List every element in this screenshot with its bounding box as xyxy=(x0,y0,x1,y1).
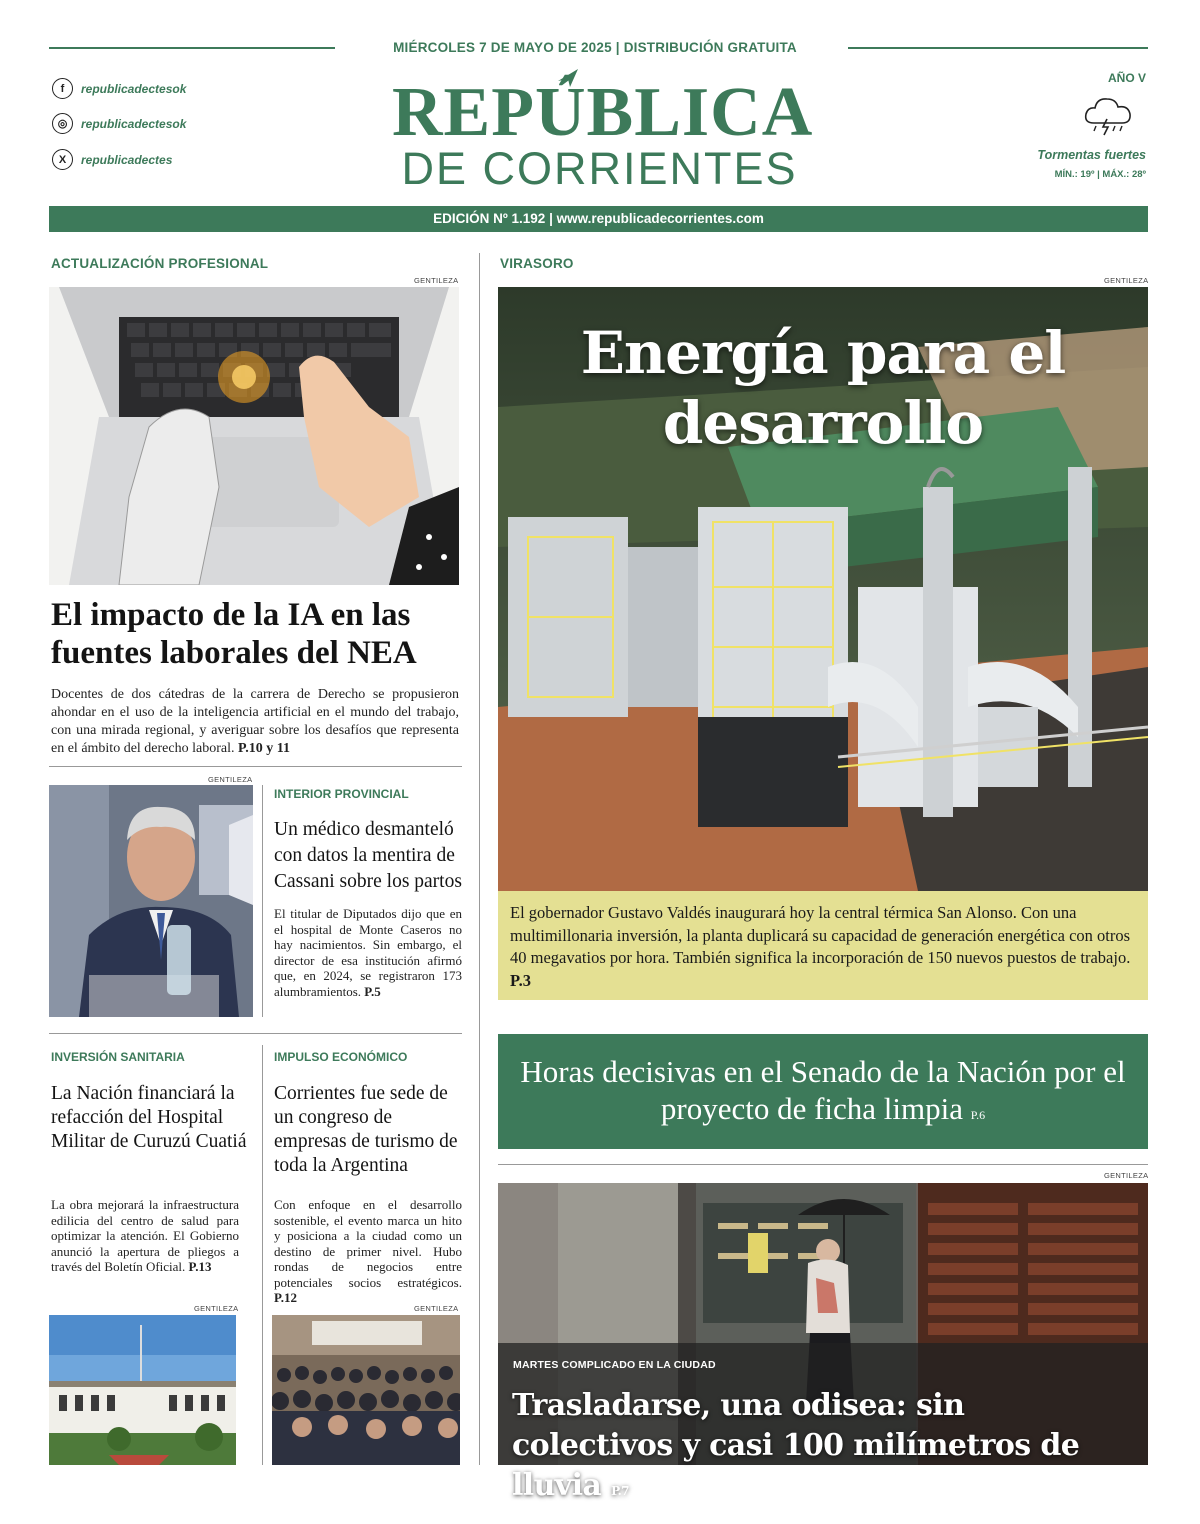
body-text: El titular de Diputados dijo que en el hospital de Monte Caseros no hay nacimientos. Sin embargo, el director de esa institución afirmó que, en 2024, se registraron 173 alumbramientos. xyxy=(274,906,462,999)
photo-credit: GENTILEZA xyxy=(1104,276,1149,285)
senado-banner[interactable] xyxy=(498,1034,1148,1149)
divider xyxy=(498,1164,1148,1165)
photo-credit: GENTILEZA xyxy=(1104,1171,1149,1180)
hospital-building-photo[interactable] xyxy=(49,1315,236,1465)
divider xyxy=(49,1033,462,1034)
article-body-energia xyxy=(498,891,1148,1000)
article-body-turismo xyxy=(274,1197,462,1306)
instagram-icon: ◎ xyxy=(52,113,73,134)
page-reference[interactable]: P.13 xyxy=(188,1259,212,1274)
article-body-medico xyxy=(274,906,462,999)
page-reference[interactable]: P.10 y 11 xyxy=(237,741,290,756)
politician-portrait-photo[interactable] xyxy=(49,785,253,1017)
logo-title[interactable]: REPÚBLICA xyxy=(392,74,814,151)
header-rule-right xyxy=(848,47,1148,49)
headline-ia[interactable]: El impacto de la IA en las fuentes laborales del NEA xyxy=(51,597,417,671)
headline-senado[interactable]: Horas decisivas en el Senado de la Nación por el proyecto de ficha limpia xyxy=(520,1054,1126,1126)
page-reference[interactable]: P.5 xyxy=(364,983,381,999)
social-handle: republicadectes xyxy=(81,152,173,167)
headline-lluvia[interactable]: Trasladarse, una odisea: sin colectivos y casi 100 milímetros de lluvia xyxy=(512,1388,1080,1503)
photo-credit: GENTILEZA xyxy=(414,1304,459,1313)
weather-temps: MÍN.: 19º | MÁX.: 28º xyxy=(1054,169,1146,180)
social-handle: republicadectesok xyxy=(81,81,187,96)
body-text: El gobernador Gustavo Valdés inaugurará hoy la central térmica San Alonso. Con una multimillonaria inversión, la planta duplicará su capacidad de generación energética con otros 40 megavatios por hora. También significa la incorporación de 150 nuevos puestos de trabajo. xyxy=(510,903,1131,967)
dateline: MIÉRCOLES 7 DE MAYO DE 2025 | DISTRIBUCIÓN GRATUITA xyxy=(393,40,797,55)
column-divider xyxy=(479,253,480,1465)
laptop-ai-photo[interactable] xyxy=(49,287,459,585)
headline-lluvia-wrap[interactable] xyxy=(512,1386,1132,1511)
column-divider xyxy=(262,785,263,1017)
x-icon: X xyxy=(52,149,73,170)
article-body-ia xyxy=(51,686,459,758)
logo-subtitle: DE CORRIENTES xyxy=(401,143,798,194)
column-divider xyxy=(262,1045,263,1465)
body-text: Docentes de dos cátedras de la carrera de Derecho se propusieron ahondar en el uso de la inteligencia artificial en el mundo del trabajo, con una mirada regional, y averiguar sobre los desafíos que representa en el ámbito del derecho laboral. xyxy=(51,687,459,756)
photo-credit: GENTILEZA xyxy=(414,276,459,285)
edition-bar[interactable]: EDICIÓN Nº 1.192 | www.republicadecorrientes.com xyxy=(49,206,1148,232)
facebook-icon: f xyxy=(52,78,73,99)
article-body-hospital xyxy=(51,1197,239,1275)
body-text: La obra mejorará la infraestructura edilicia del centro de salud para optimizar la atención. El Gobierno anunció la apertura de pliegos a través del Boletín Oficial. xyxy=(51,1197,239,1274)
page-reference[interactable]: P.6 xyxy=(970,1108,986,1122)
headline-hospital[interactable]: La Nación financiará la refacción del Hospital Militar de Curuzú Cuatiá xyxy=(51,1083,247,1152)
social-facebook[interactable] xyxy=(52,78,186,99)
page-reference[interactable]: P.3 xyxy=(510,970,531,990)
section-label: INVERSIÓN SANITARIA xyxy=(51,1050,185,1064)
congress-audience-photo[interactable] xyxy=(272,1315,460,1465)
header-rule-left xyxy=(49,47,335,49)
body-text: Con enfoque en el desarrollo sostenible, el evento marca un hito y posiciona a la ciudad como un destino de primer nivel. Hubo rondas de negocios entre potenciales socios estratégicos. xyxy=(274,1197,462,1290)
page-reference[interactable]: P.7 xyxy=(611,1484,629,1498)
social-x[interactable] xyxy=(52,149,172,170)
page-reference[interactable]: P.12 xyxy=(274,1290,297,1305)
social-handle: republicadectesok xyxy=(81,116,187,131)
section-label: ACTUALIZACIÓN PROFESIONAL xyxy=(51,256,269,271)
storm-cloud-icon xyxy=(1082,93,1134,137)
photo-credit: GENTILEZA xyxy=(208,775,253,784)
year-label: AÑO V xyxy=(1107,71,1146,85)
headline-energia[interactable]: Energía para el desarrollo xyxy=(580,319,1066,457)
section-label: VIRASORO xyxy=(500,256,574,271)
headline-medico[interactable]: Un médico desmanteló con datos la mentira de Cassani sobre los partos xyxy=(274,819,462,892)
social-instagram[interactable] xyxy=(52,113,186,134)
kicker-lluvia: MARTES COMPLICADO EN LA CIUDAD xyxy=(513,1359,716,1371)
photo-credit: GENTILEZA xyxy=(194,1304,239,1313)
section-label: IMPULSO ECONÓMICO xyxy=(274,1050,408,1064)
headline-turismo[interactable]: Corrientes fue sede de un congreso de empresas de turismo de toda la Argentina xyxy=(274,1083,458,1176)
weather-description: Tormentas fuertes xyxy=(1037,148,1146,162)
section-label: INTERIOR PROVINCIAL xyxy=(274,787,409,801)
divider xyxy=(49,766,462,767)
